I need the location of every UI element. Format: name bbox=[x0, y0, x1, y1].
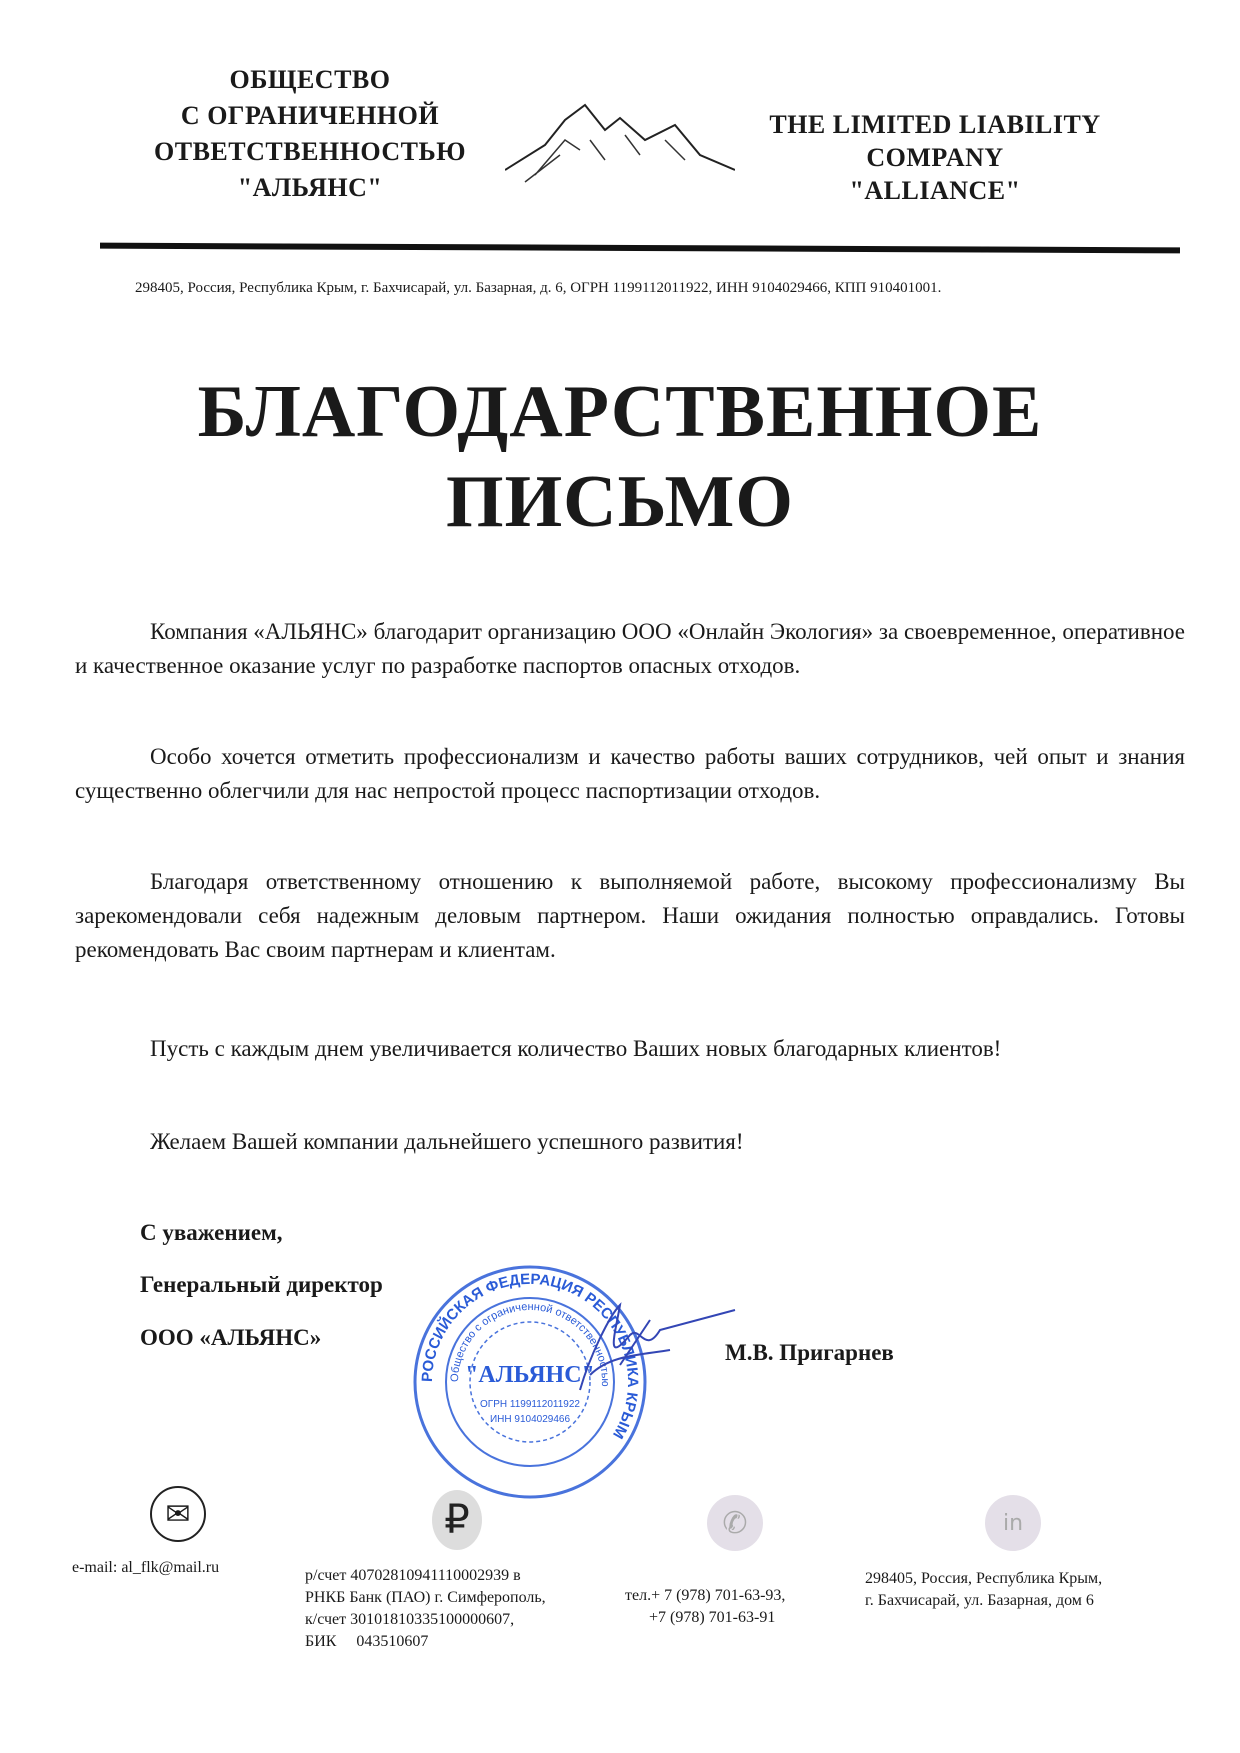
linkedin-icon: in bbox=[985, 1495, 1041, 1551]
header-divider bbox=[100, 243, 1180, 254]
paragraph bbox=[75, 1032, 1185, 1066]
footer-phones bbox=[625, 1563, 785, 1629]
position: Генеральный директор bbox=[140, 1272, 383, 1297]
phone-line: тел.+ 7 (978) 701-63-93, bbox=[625, 1587, 786, 1604]
bank-line: к/счет 30101810335100000607, bbox=[305, 1611, 515, 1628]
signer-name: М.В. Пригарнев bbox=[725, 1340, 894, 1365]
letter-title: БЛАГОДАРСТВЕННОЕ bbox=[197, 371, 1043, 453]
stamp-inn: ИНН 9104029466 bbox=[489, 1414, 571, 1425]
paragraph-text: Пусть с каждым днем увеличивается количество Ваших новых благодарных клиентов! bbox=[150, 1036, 1002, 1061]
address-line: г. Бахчисарай, ул. Базарная, дом 6 bbox=[865, 1592, 1094, 1609]
paragraph bbox=[75, 740, 1185, 808]
paragraph bbox=[75, 865, 1185, 967]
header-line: С ОГРАНИЧЕННОЙ bbox=[180, 101, 440, 130]
paragraph-text: Желаем Вашей компании дальнейшего успешного развития! bbox=[150, 1129, 744, 1154]
bank-line: р/счет 40702810941110002939 в bbox=[305, 1567, 521, 1584]
header-line: COMPANY bbox=[866, 143, 1004, 172]
header-line: "ALLIANCE" bbox=[849, 176, 1021, 205]
address-line: 298405, Россия, Республика Крым, bbox=[865, 1570, 1103, 1587]
paragraph-text: Благодаря ответственному отношению к выполняемой работе, высокому профессионализму Вы зарекомендовали себя надежным деловым партнером. Наши ожидания полностью оправдались. Готовы рекомендовать Вас своим партнерам и клиентам. bbox=[75, 869, 1185, 962]
envelope-icon: ✉ bbox=[150, 1486, 206, 1542]
paragraph bbox=[75, 1125, 1185, 1159]
stamp-ogrn: ОГРН 1199112011922 bbox=[480, 1399, 580, 1410]
bank-line: РНКБ Банк (ПАО) г. Симферополь, bbox=[305, 1589, 546, 1606]
handwritten-signature bbox=[520, 1295, 740, 1405]
company-address: 298405, Россия, Республика Крым, г. Бахчисарай, ул. Базарная, д. 6, ОГРН 1199112011922, ИНН 9104029466, КПП 910401001. bbox=[135, 280, 942, 296]
phone-icon: ✆ bbox=[707, 1495, 763, 1551]
company-name-en bbox=[740, 108, 1130, 207]
ruble-icon: ₽ bbox=[432, 1490, 482, 1550]
paragraph bbox=[75, 615, 1185, 683]
stamp-ring-text: РОССИЙСКАЯ ФЕДЕРАЦИЯ РЕСПУБЛИКА КРЫМ bbox=[418, 1270, 642, 1442]
stamp-inner-text: Общество с ограниченной ответственностью bbox=[448, 1300, 612, 1387]
company-name-ru bbox=[130, 62, 490, 206]
company: ООО «АЛЬЯНС» bbox=[140, 1325, 322, 1350]
phone-line: +7 (978) 701-63-91 bbox=[625, 1609, 776, 1626]
header-line: THE LIMITED LIABILITY bbox=[769, 110, 1101, 139]
header-line: ОБЩЕСТВО bbox=[229, 65, 391, 94]
footer-bank bbox=[305, 1565, 546, 1653]
letter-title: ПИСЬМО bbox=[446, 461, 794, 543]
footer-email: e-mail: al_flk@mail.ru bbox=[72, 1559, 220, 1576]
header-line: ОТВЕТСТВЕННОСТЬЮ bbox=[154, 137, 466, 166]
mountains-logo-icon bbox=[505, 100, 735, 190]
regards: С уважением, bbox=[140, 1220, 283, 1245]
footer-address bbox=[865, 1568, 1102, 1612]
bank-line: БИК 043510607 bbox=[305, 1633, 429, 1650]
paragraph-text: Особо хочется отметить профессионализм и качество работы ваших сотрудников, чей опыт и знания существенно облегчили для нас непростой процесс паспортизации отходов. bbox=[75, 744, 1185, 803]
header-line: "АЛЬЯНС" bbox=[237, 173, 383, 202]
paragraph-text: Компания «АЛЬЯНС» благодарит организацию ООО «Онлайн Экология» за своевременное, оперативное и качественное оказание услуг по разработке паспортов опасных отходов. bbox=[75, 619, 1185, 678]
stamp-center-text: "АЛЬЯНС" bbox=[465, 1362, 595, 1388]
